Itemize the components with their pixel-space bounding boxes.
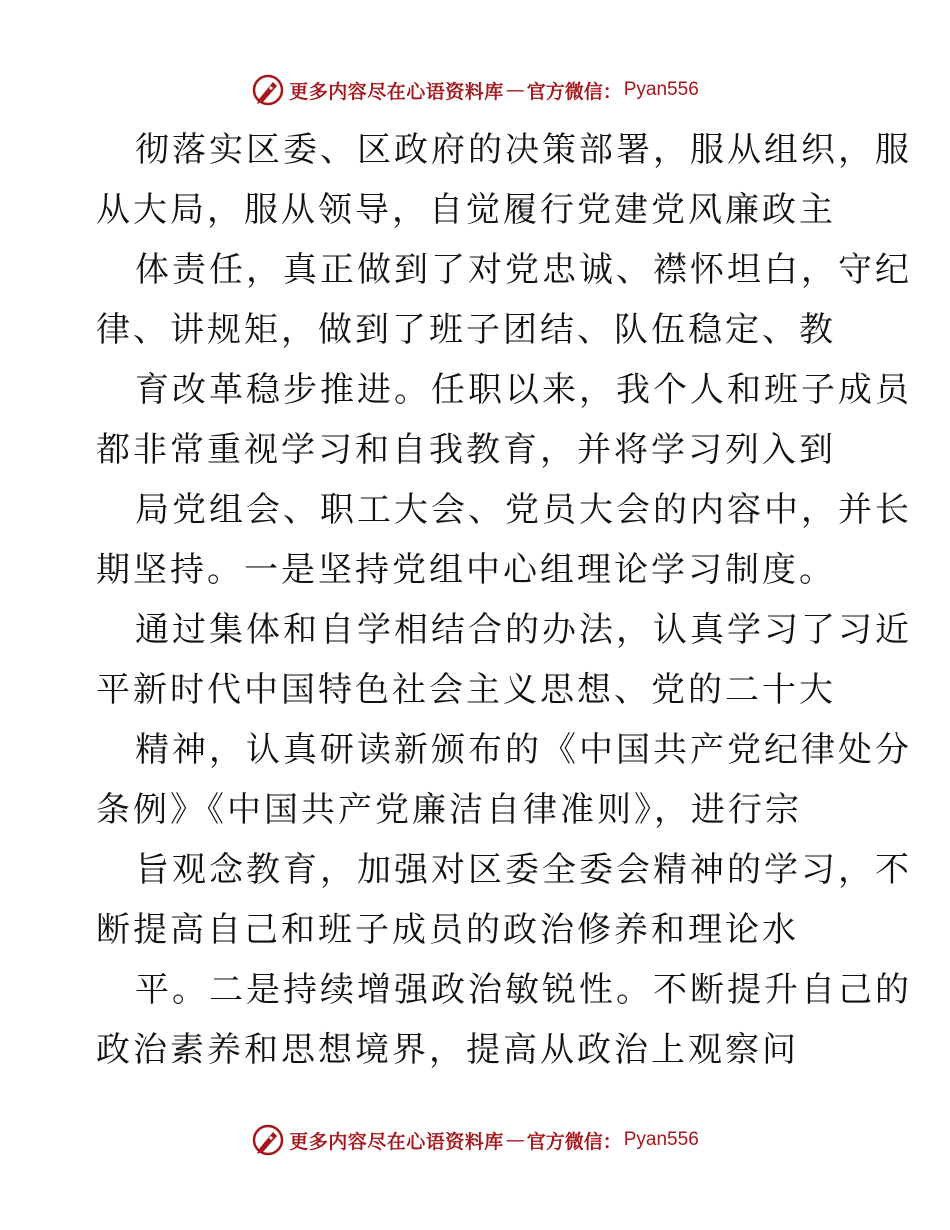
header-wechat-label: 官方微信： xyxy=(526,80,622,103)
body-line: 通过集体和自学相结合的办法，认真学习了习近 xyxy=(135,610,912,650)
header-banner xyxy=(0,70,950,110)
footer-banner-dash: — xyxy=(505,1129,525,1151)
footer-wechat-label: 官方微信： xyxy=(526,1130,622,1153)
footer-banner-text: 更多内容尽在心语资料库 xyxy=(289,1130,504,1153)
body-line: 期坚持。一是坚持党组中心组理论学习制度。 xyxy=(96,550,836,590)
body-line: 律、讲规矩，做到了班子团结、队伍稳定、教 xyxy=(96,310,836,350)
body-line: 断提高自己和班子成员的政治修养和理论水 xyxy=(96,910,799,950)
header-wechat-id: Pyan556 xyxy=(623,79,699,100)
footer-banner xyxy=(0,1120,950,1160)
body-line: 都非常重视学习和自我教育，并将学习列入到 xyxy=(96,430,836,470)
footer-wechat-id: Pyan556 xyxy=(623,1129,699,1150)
header-banner-dash: — xyxy=(505,79,525,101)
body-line: 彻落实区委、区政府的决策部署，服从组织，服 xyxy=(135,130,912,170)
body-line: 体责任，真正做到了对党忠诚、襟怀坦白，守纪 xyxy=(135,250,912,290)
body-line: 育改革稳步推进。任职以来，我个人和班子成员 xyxy=(135,370,912,410)
body-line: 精神，认真研读新颁布的《中国共产党纪律处分 xyxy=(135,730,912,770)
pen-nib-logo-icon xyxy=(251,1123,285,1157)
body-line: 局党组会、职工大会、党员大会的内容中，并长 xyxy=(135,490,912,530)
body-line: 平新时代中国特色社会主义思想、党的二十大 xyxy=(96,670,836,710)
body-line: 平。二是持续增强政治敏锐性。不断提升自己的 xyxy=(135,970,912,1010)
body-line: 政治素养和思想境界，提高从政治上观察问 xyxy=(96,1030,799,1070)
pen-nib-logo-icon xyxy=(251,73,285,107)
body-line: 旨观念教育，加强对区委全委会精神的学习，不 xyxy=(135,850,912,890)
body-line: 从大局，服从领导，自觉履行党建党风廉政主 xyxy=(96,190,836,230)
body-line: 条例》《中国共产党廉洁自律准则》，进行宗 xyxy=(96,790,802,830)
header-banner-text: 更多内容尽在心语资料库 xyxy=(289,80,504,103)
